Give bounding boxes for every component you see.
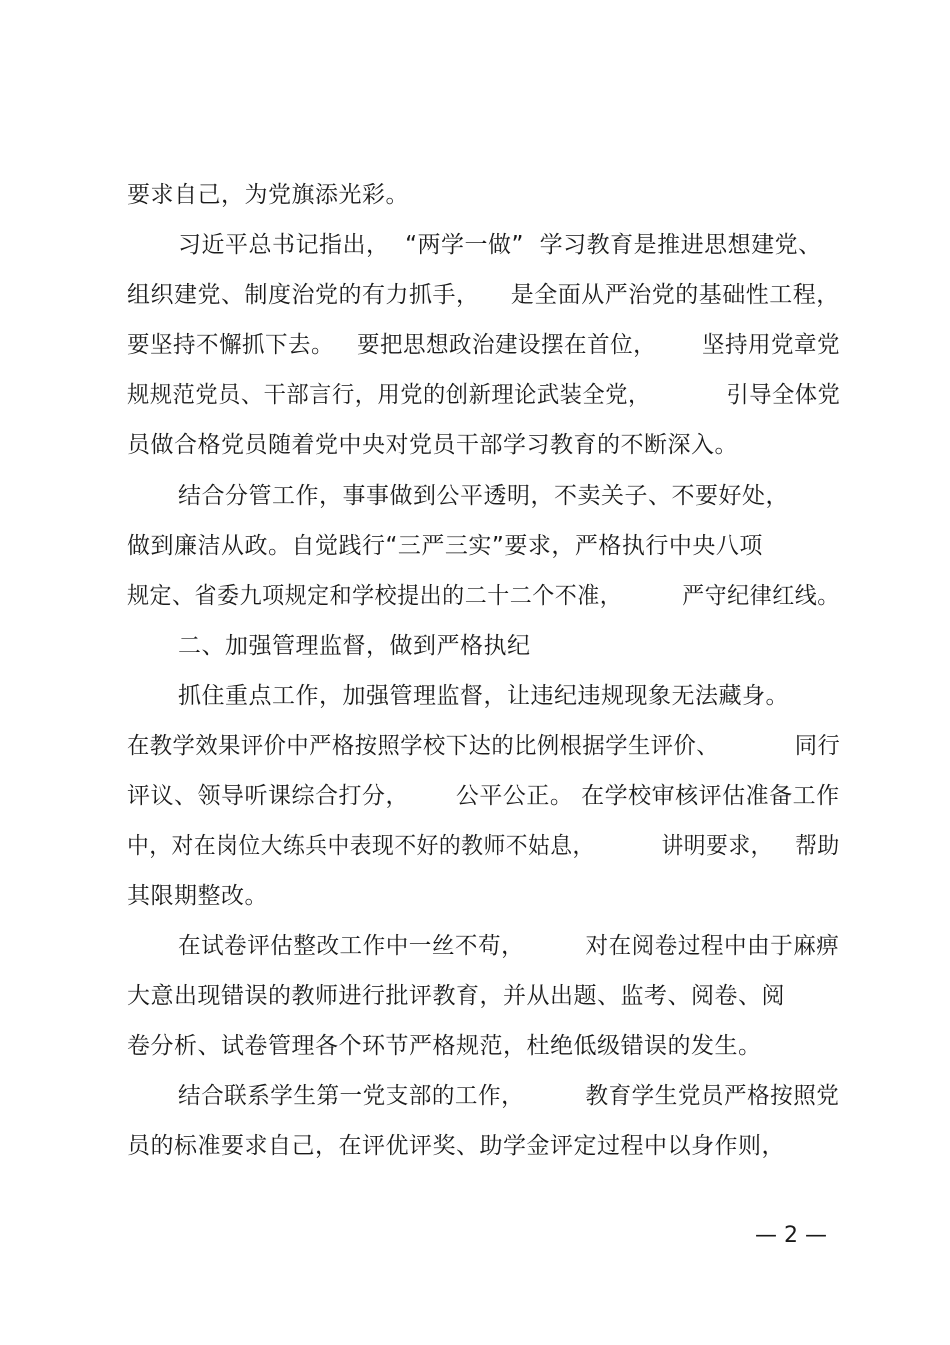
text-line-1: 要求自己，为党旗添光彩。 xyxy=(127,182,409,208)
page-number: — 2 — xyxy=(755,1223,827,1248)
text-line-7: 结合分管工作，事事做到公平透明，不卖关子、不要好处， xyxy=(178,483,789,509)
text-line-13: 评议、领导听课综合打分， 公平公正。 在学校审核评估准备工作 xyxy=(127,783,840,809)
text-line-14: 中，对在岗位大练兵中表现不好的教师不姑息， 讲明要求， 帮助 xyxy=(127,833,840,859)
text-line-8: 做到廉洁从政。自觉践行“三严三实”要求，严格执行中央八项 xyxy=(127,533,763,559)
text-line-18: 卷分析、试卷管理各个环节严格规范，杜绝低级错误的发生。 xyxy=(127,1033,762,1059)
text-line-6: 员做合格党员随着党中央对党员干部学习教育的不断深入。 xyxy=(127,432,738,458)
text-line-9: 规定、省委九项规定和学校提出的二十二个不准， 严守纪律红线。 xyxy=(127,583,840,609)
text-line-17: 大意出现错误的教师进行批评教育，并从出题、监考、阅卷、阅 xyxy=(127,983,785,1009)
text-line-2: 习近平总书记指出， “两学一做” 学习教育是推进思想建党、 xyxy=(178,232,822,258)
text-line-16: 在试卷评估整改工作中一丝不苟， 对在阅卷过程中由于麻痹 xyxy=(178,933,840,959)
text-line-3: 组织建党、制度治党的有力抓手， 是全面从严治党的基础性工程， xyxy=(127,282,840,308)
text-line-11: 抓住重点工作，加强管理监督，让违纪违规现象无法藏身。 xyxy=(178,683,789,709)
text-line-20: 员的标准要求自己，在评优评奖、助学金评定过程中以身作则， xyxy=(127,1133,785,1159)
text-line-15: 其限期整改。 xyxy=(127,883,268,909)
section-heading: 二、加强管理监督，做到严格执纪 xyxy=(178,633,531,659)
text-line-5: 规规范党员、干部言行，用党的创新理论武装全党， 引导全体党 xyxy=(127,382,841,408)
text-line-19: 结合联系学生第一党支部的工作， 教育学生党员严格按照党 xyxy=(178,1083,840,1109)
text-line-4: 要坚持不懈抓下去。 要把思想政治建设摆在首位， 坚持用党章党 xyxy=(127,332,841,358)
text-line-12: 在教学效果评价中严格按照学校下达的比例根据学生评价、 同行 xyxy=(127,733,841,759)
